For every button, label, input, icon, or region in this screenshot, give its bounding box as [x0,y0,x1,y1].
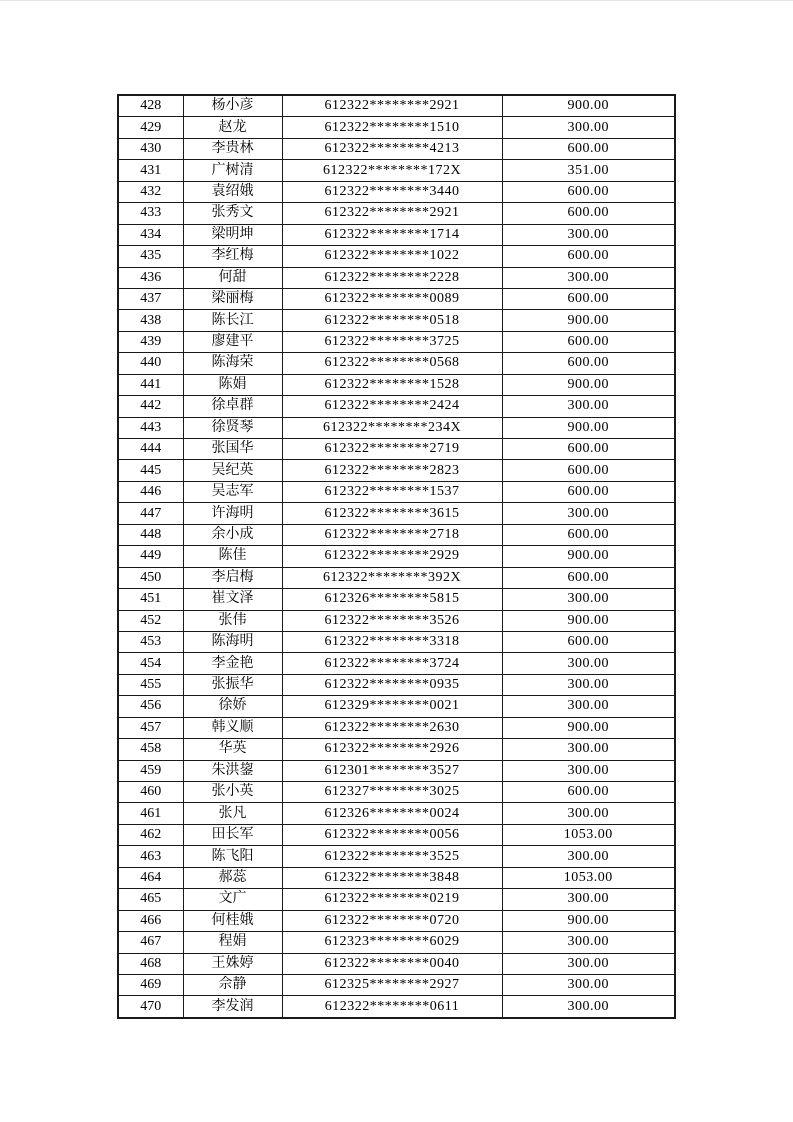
row-number-cell: 470 [118,996,183,1018]
row-number-cell: 438 [118,310,183,331]
table-row [118,803,675,824]
table-row [118,589,675,610]
id-number-cell: 612322********0219 [282,889,502,910]
name-cell: 佘静 [183,974,282,995]
table-row [118,631,675,652]
amount-cell: 300.00 [502,803,675,824]
payment-table-body [118,95,675,1018]
id-number-cell: 612322********2921 [282,95,502,117]
id-number-cell: 612301********3527 [282,760,502,781]
name-cell: 张振华 [183,674,282,695]
table-row [118,138,675,159]
name-cell: 许海明 [183,503,282,524]
row-number-cell: 447 [118,503,183,524]
name-cell: 郝蕊 [183,867,282,888]
id-number-cell: 612322********3725 [282,331,502,352]
name-cell: 程娟 [183,932,282,953]
payment-table [117,94,676,1019]
name-cell: 华英 [183,739,282,760]
name-cell: 李贵林 [183,138,282,159]
amount-cell: 300.00 [502,503,675,524]
name-cell: 袁绍娥 [183,181,282,202]
name-cell: 张伟 [183,610,282,631]
row-number-cell: 450 [118,567,183,588]
id-number-cell: 612322********2228 [282,267,502,288]
amount-cell: 300.00 [502,396,675,417]
row-number-cell: 428 [118,95,183,117]
row-number-cell: 441 [118,374,183,395]
amount-cell: 351.00 [502,160,675,181]
id-number-cell: 612322********3724 [282,653,502,674]
amount-cell: 600.00 [502,288,675,309]
row-number-cell: 454 [118,653,183,674]
table-row [118,503,675,524]
amount-cell: 300.00 [502,974,675,995]
row-number-cell: 459 [118,760,183,781]
row-number-cell: 430 [118,138,183,159]
name-cell: 梁明坤 [183,224,282,245]
amount-cell: 300.00 [502,889,675,910]
amount-cell: 300.00 [502,760,675,781]
table-row [118,717,675,738]
table-row [118,867,675,888]
amount-cell: 300.00 [502,846,675,867]
amount-cell: 300.00 [502,224,675,245]
row-number-cell: 465 [118,889,183,910]
table-row [118,996,675,1018]
id-number-cell: 612322********3440 [282,181,502,202]
id-number-cell: 612322********1528 [282,374,502,395]
table-row [118,331,675,352]
id-number-cell: 612326********0024 [282,803,502,824]
table-row [118,310,675,331]
row-number-cell: 461 [118,803,183,824]
id-number-cell: 612322********3848 [282,867,502,888]
id-number-cell: 612322********2823 [282,460,502,481]
table-row [118,610,675,631]
name-cell: 王姝婷 [183,953,282,974]
row-number-cell: 435 [118,246,183,267]
name-cell: 张国华 [183,439,282,460]
table-row [118,824,675,845]
name-cell: 何甜 [183,267,282,288]
amount-cell: 900.00 [502,546,675,567]
table-row [118,224,675,245]
amount-cell: 600.00 [502,138,675,159]
row-number-cell: 466 [118,910,183,931]
row-number-cell: 469 [118,974,183,995]
table-row [118,481,675,502]
id-number-cell: 612322********0720 [282,910,502,931]
table-row [118,889,675,910]
row-number-cell: 453 [118,631,183,652]
table-row [118,696,675,717]
id-number-cell: 612327********3025 [282,782,502,803]
amount-cell: 900.00 [502,310,675,331]
amount-cell: 300.00 [502,653,675,674]
row-number-cell: 436 [118,267,183,288]
row-number-cell: 431 [118,160,183,181]
row-number-cell: 456 [118,696,183,717]
table-row [118,288,675,309]
row-number-cell: 434 [118,224,183,245]
id-number-cell: 612322********2719 [282,439,502,460]
id-number-cell: 612322********0518 [282,310,502,331]
amount-cell: 300.00 [502,117,675,138]
row-number-cell: 455 [118,674,183,695]
amount-cell: 600.00 [502,782,675,803]
amount-cell: 900.00 [502,717,675,738]
name-cell: 何桂娥 [183,910,282,931]
id-number-cell: 612322********2630 [282,717,502,738]
id-number-cell: 612322********0611 [282,996,502,1018]
id-number-cell: 612322********3615 [282,503,502,524]
amount-cell: 600.00 [502,353,675,374]
name-cell: 韩义顺 [183,717,282,738]
row-number-cell: 462 [118,824,183,845]
table-row [118,974,675,995]
id-number-cell: 612322********172X [282,160,502,181]
amount-cell: 900.00 [502,417,675,438]
id-number-cell: 612322********1537 [282,481,502,502]
row-number-cell: 467 [118,932,183,953]
row-number-cell: 464 [118,867,183,888]
amount-cell: 600.00 [502,567,675,588]
table-row [118,782,675,803]
name-cell: 李启梅 [183,567,282,588]
name-cell: 吴志军 [183,481,282,502]
id-number-cell: 612322********2929 [282,546,502,567]
amount-cell: 1053.00 [502,824,675,845]
amount-cell: 600.00 [502,460,675,481]
row-number-cell: 442 [118,396,183,417]
amount-cell: 300.00 [502,696,675,717]
table-row [118,353,675,374]
row-number-cell: 451 [118,589,183,610]
amount-cell: 900.00 [502,95,675,117]
table-row [118,117,675,138]
row-number-cell: 439 [118,331,183,352]
name-cell: 李发润 [183,996,282,1018]
name-cell: 李金艳 [183,653,282,674]
id-number-cell: 612322********2921 [282,203,502,224]
amount-cell: 600.00 [502,203,675,224]
name-cell: 田长军 [183,824,282,845]
amount-cell: 600.00 [502,246,675,267]
row-number-cell: 457 [118,717,183,738]
table-row [118,953,675,974]
id-number-cell: 612322********0089 [282,288,502,309]
name-cell: 陈娟 [183,374,282,395]
name-cell: 张秀文 [183,203,282,224]
id-number-cell: 612322********0935 [282,674,502,695]
table-row [118,460,675,481]
table-row [118,739,675,760]
table-row [118,246,675,267]
table-row [118,524,675,545]
amount-cell: 300.00 [502,267,675,288]
id-number-cell: 612322********3525 [282,846,502,867]
table-row [118,674,675,695]
name-cell: 徐贤琴 [183,417,282,438]
id-number-cell: 612322********392X [282,567,502,588]
table-row [118,653,675,674]
id-number-cell: 612322********1714 [282,224,502,245]
row-number-cell: 440 [118,353,183,374]
name-cell: 赵龙 [183,117,282,138]
row-number-cell: 432 [118,181,183,202]
amount-cell: 600.00 [502,439,675,460]
row-number-cell: 429 [118,117,183,138]
table-row [118,910,675,931]
row-number-cell: 443 [118,417,183,438]
name-cell: 陈长江 [183,310,282,331]
table-row [118,95,675,117]
amount-cell: 600.00 [502,181,675,202]
amount-cell: 300.00 [502,953,675,974]
id-number-cell: 612322********234X [282,417,502,438]
row-number-cell: 468 [118,953,183,974]
name-cell: 徐娇 [183,696,282,717]
id-number-cell: 612329********0021 [282,696,502,717]
amount-cell: 300.00 [502,589,675,610]
name-cell: 李红梅 [183,246,282,267]
name-cell: 杨小彦 [183,95,282,117]
row-number-cell: 458 [118,739,183,760]
id-number-cell: 612326********5815 [282,589,502,610]
table-row [118,396,675,417]
id-number-cell: 612322********2718 [282,524,502,545]
id-number-cell: 612322********0056 [282,824,502,845]
amount-cell: 900.00 [502,374,675,395]
table-row [118,567,675,588]
amount-cell: 600.00 [502,631,675,652]
row-number-cell: 444 [118,439,183,460]
id-number-cell: 612323********6029 [282,932,502,953]
amount-cell: 300.00 [502,674,675,695]
id-number-cell: 612322********2926 [282,739,502,760]
name-cell: 廖建平 [183,331,282,352]
id-number-cell: 612322********4213 [282,138,502,159]
name-cell: 陈海荣 [183,353,282,374]
name-cell: 张小英 [183,782,282,803]
table-row [118,267,675,288]
id-number-cell: 612322********3318 [282,631,502,652]
amount-cell: 1053.00 [502,867,675,888]
table-row [118,546,675,567]
name-cell: 崔文泽 [183,589,282,610]
row-number-cell: 460 [118,782,183,803]
amount-cell: 600.00 [502,331,675,352]
amount-cell: 600.00 [502,524,675,545]
row-number-cell: 437 [118,288,183,309]
id-number-cell: 612322********0568 [282,353,502,374]
amount-cell: 300.00 [502,996,675,1018]
amount-cell: 600.00 [502,481,675,502]
id-number-cell: 612322********1510 [282,117,502,138]
name-cell: 吴纪英 [183,460,282,481]
name-cell: 朱洪鋆 [183,760,282,781]
name-cell: 文广 [183,889,282,910]
id-number-cell: 612322********2424 [282,396,502,417]
row-number-cell: 446 [118,481,183,502]
name-cell: 余小成 [183,524,282,545]
name-cell: 梁丽梅 [183,288,282,309]
row-number-cell: 433 [118,203,183,224]
row-number-cell: 448 [118,524,183,545]
table-row [118,846,675,867]
row-number-cell: 452 [118,610,183,631]
name-cell: 张凡 [183,803,282,824]
amount-cell: 300.00 [502,932,675,953]
table-row [118,439,675,460]
name-cell: 徐卓群 [183,396,282,417]
table-row [118,760,675,781]
table-row [118,374,675,395]
row-number-cell: 463 [118,846,183,867]
name-cell: 广树清 [183,160,282,181]
name-cell: 陈佳 [183,546,282,567]
amount-cell: 300.00 [502,739,675,760]
table-row [118,932,675,953]
table-row [118,181,675,202]
id-number-cell: 612322********0040 [282,953,502,974]
amount-cell: 900.00 [502,910,675,931]
page-top-edge-divider [0,0,793,1]
row-number-cell: 445 [118,460,183,481]
name-cell: 陈海明 [183,631,282,652]
id-number-cell: 612322********3526 [282,610,502,631]
id-number-cell: 612322********1022 [282,246,502,267]
table-row [118,203,675,224]
name-cell: 陈飞阳 [183,846,282,867]
row-number-cell: 449 [118,546,183,567]
table-row [118,417,675,438]
amount-cell: 900.00 [502,610,675,631]
id-number-cell: 612325********2927 [282,974,502,995]
table-row [118,160,675,181]
